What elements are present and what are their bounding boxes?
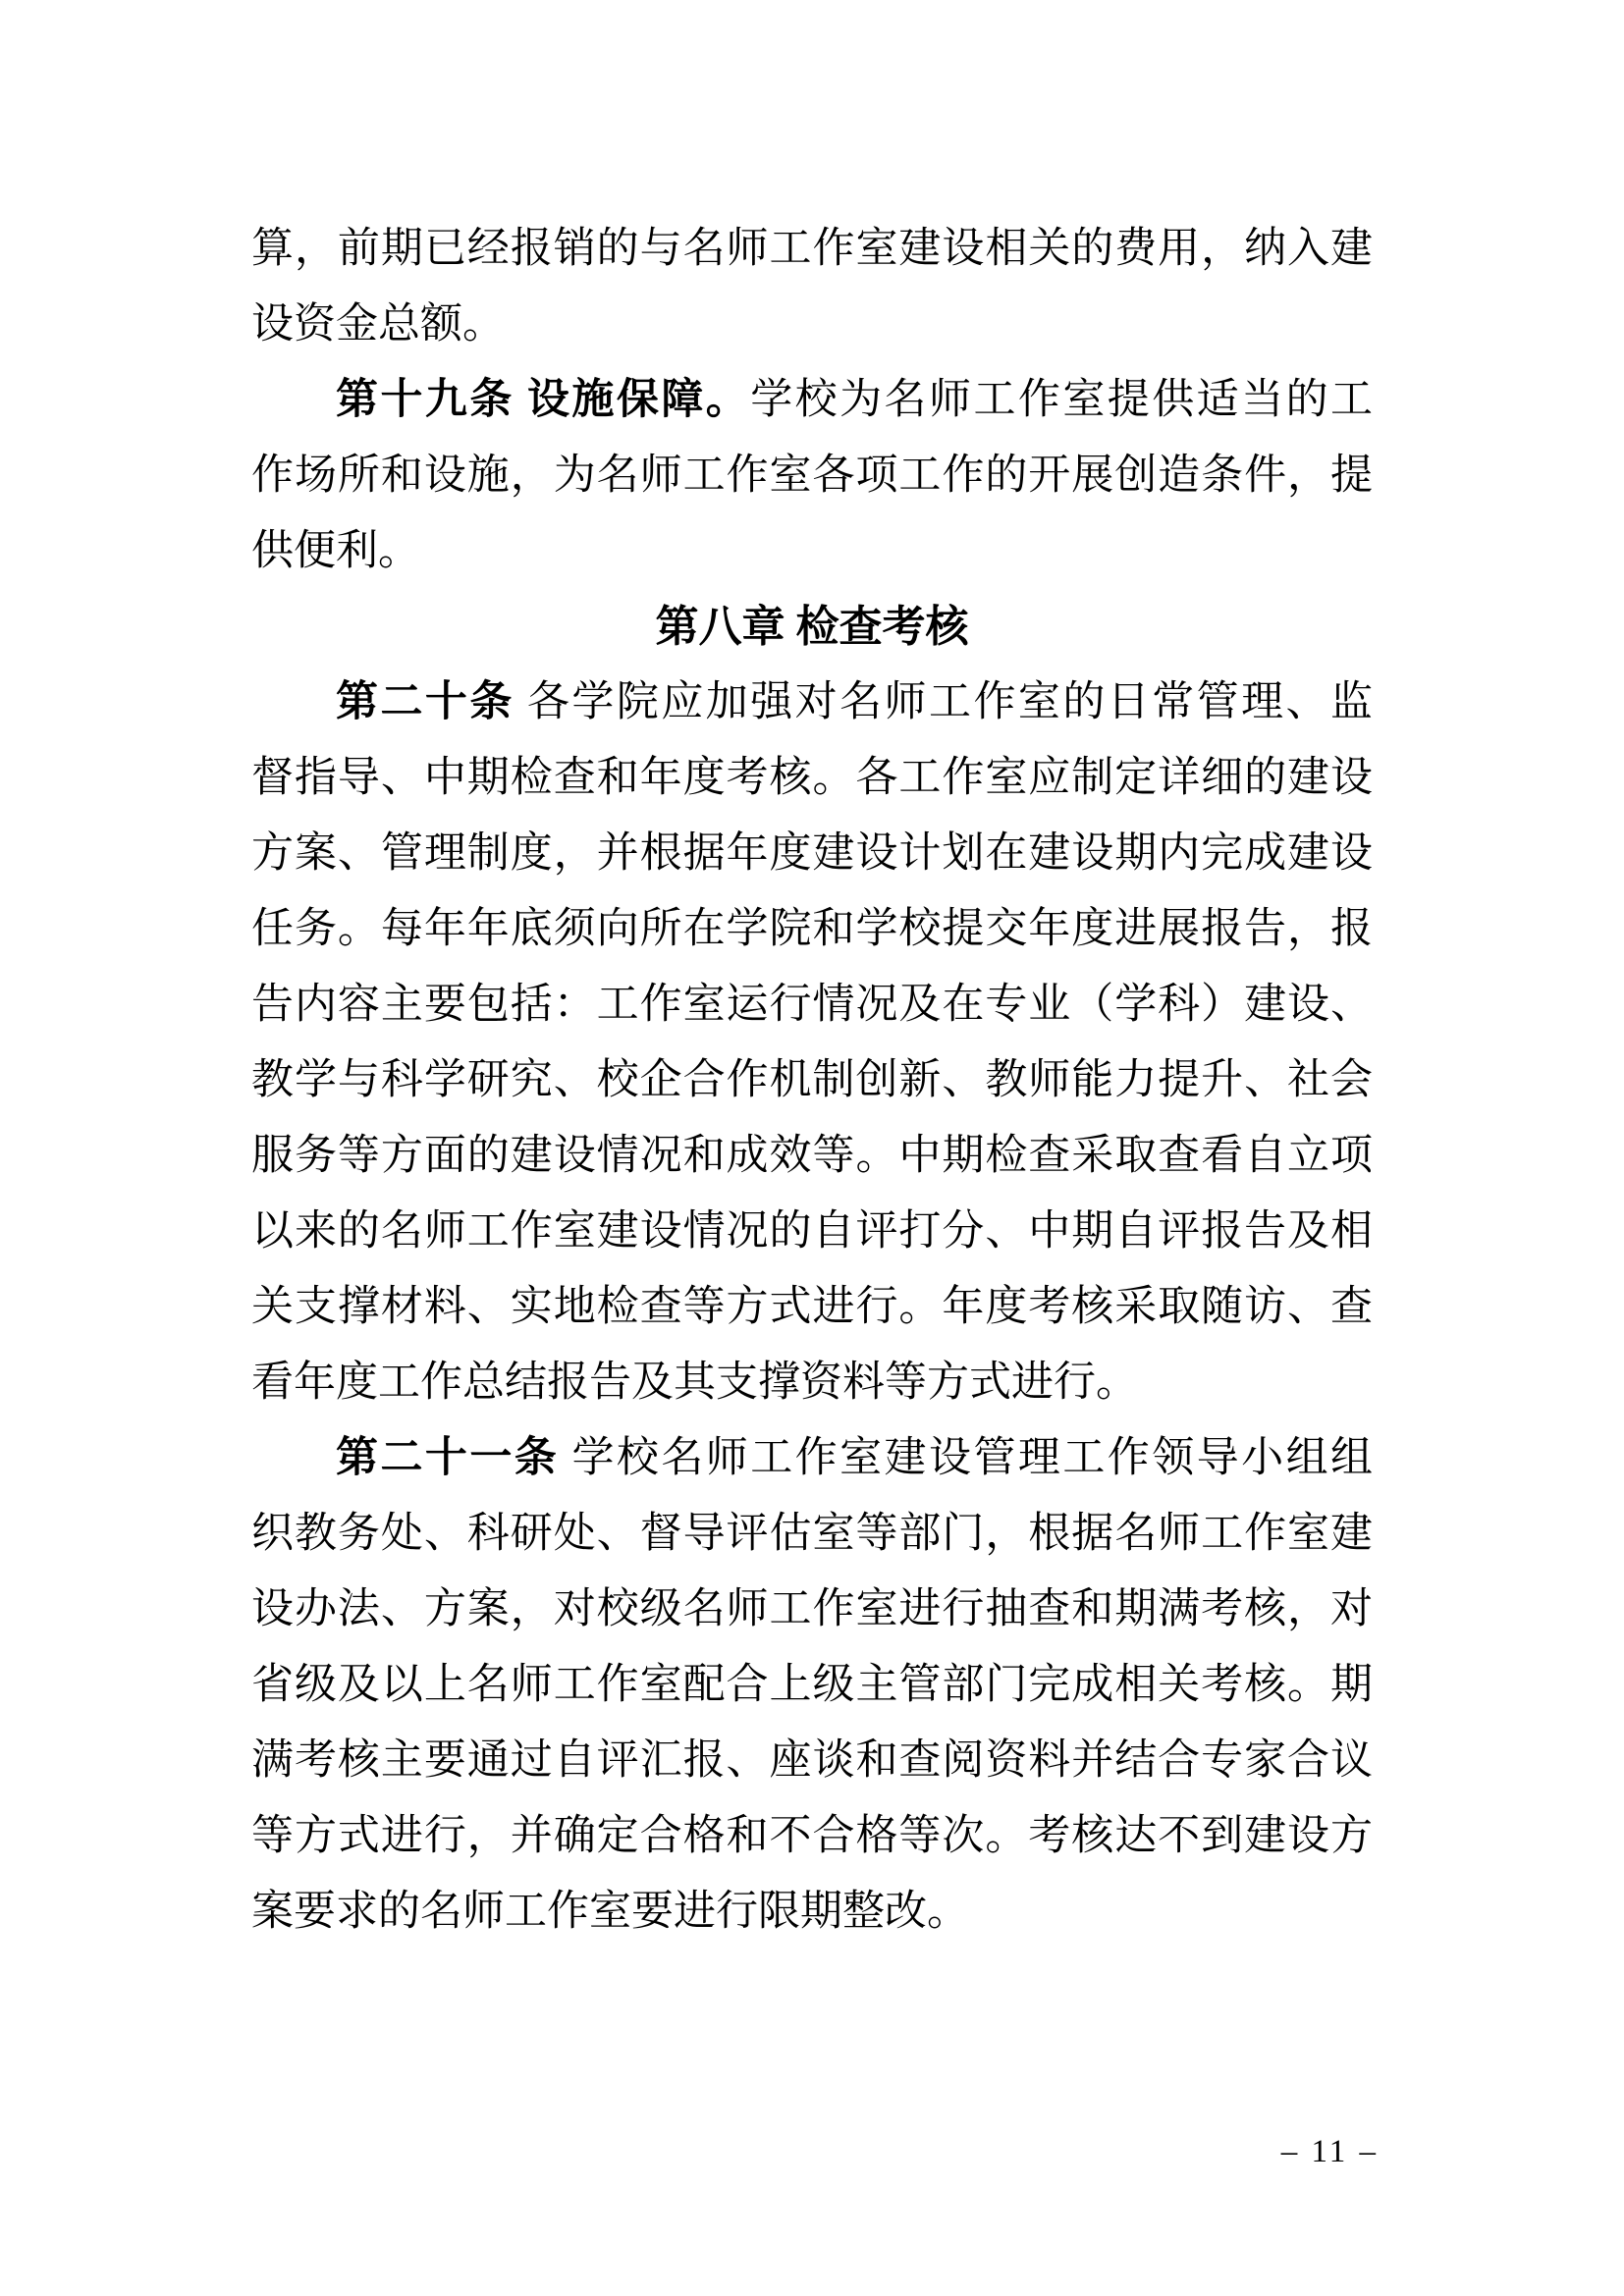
body-text: 教学与科学研究、校企合作机制创新、教师能力提升、社会: [251, 1057, 1373, 1103]
body-text: 等方式进行，并确定合格和不合格等次。考核达不到建设方: [251, 1813, 1373, 1859]
body-text: 方案、管理制度，并根据年度建设计划在建设期内完成建设: [251, 830, 1373, 877]
text-line: [251, 362, 1373, 438]
text-line: [251, 1496, 1373, 1572]
text-line: [251, 1042, 1373, 1118]
page-number: – 11 –: [1280, 2134, 1379, 2169]
text-line: [251, 1420, 1373, 1496]
body-text: 设资金总额。: [251, 301, 505, 347]
text-line: [251, 1269, 1373, 1345]
text-line: [251, 513, 1373, 589]
body-text: 学校名师工作室建设管理工作领导小组组: [571, 1435, 1373, 1481]
text-line: [251, 665, 1373, 740]
text-line: [251, 1647, 1373, 1723]
body-text: 关支撑材料、实地检查等方式进行。年度考核采取随访、查: [251, 1284, 1373, 1330]
body-text: 学校为名师工作室提供适当的工: [750, 377, 1373, 423]
text-line: [251, 211, 1373, 287]
chapter-heading-text: 第八章 检查考核: [655, 603, 969, 651]
text-line: [251, 1345, 1373, 1420]
body-text: 省级及以上名师工作室配合上级主管部门完成相关考核。期: [251, 1662, 1373, 1708]
body-text: 供便利。: [251, 528, 420, 574]
body-text: 算，前期已经报销的与名师工作室建设相关的费用，纳入建: [251, 226, 1373, 272]
article-21-label: 第二十一条: [336, 1435, 572, 1481]
body-text: 各学院应加强对名师工作室的日常管理、监: [526, 679, 1373, 725]
text-line: [251, 967, 1373, 1042]
text-line: [251, 1723, 1373, 1798]
text-line: [251, 1798, 1373, 1874]
body-text: 以来的名师工作室建设情况的自评打分、中期自评报告及相: [251, 1208, 1373, 1255]
article-19-label: 第十九条 设施保障。: [336, 377, 751, 423]
body-text: 任务。每年年底须向所在学院和学校提交年度进展报告，报: [251, 906, 1373, 952]
chapter-heading: [251, 589, 1373, 665]
body-text: 设办法、方案，对校级名师工作室进行抽查和期满考核，对: [251, 1586, 1373, 1632]
text-line: [251, 816, 1373, 891]
body-text: 案要求的名师工作室要进行限期整改。: [251, 1889, 969, 1935]
article-20-label: 第二十条: [336, 679, 527, 725]
body-text: 服务等方面的建设情况和成效等。中期检查采取查看自立项: [251, 1133, 1373, 1179]
text-line: [251, 891, 1373, 967]
text-line: [251, 438, 1373, 513]
body-text: 告内容主要包括：工作室运行情况及在专业（学科）建设、: [251, 982, 1373, 1028]
text-line: [251, 1572, 1373, 1647]
text-line: [251, 1874, 1373, 1949]
body-text: 满考核主要通过自评汇报、座谈和查阅资料并结合专家合议: [251, 1737, 1373, 1784]
body-text: 作场所和设施，为名师工作室各项工作的开展创造条件，提: [251, 453, 1373, 499]
document-body: [251, 211, 1373, 1949]
body-text: 织教务处、科研处、督导评估室等部门，根据名师工作室建: [251, 1511, 1373, 1557]
text-line: [251, 1194, 1373, 1269]
body-text: 看年度工作总结报告及其支撑资料等方式进行。: [251, 1360, 1138, 1406]
body-text: 督指导、中期检查和年度考核。各工作室应制定详细的建设: [251, 755, 1373, 801]
text-line: [251, 1118, 1373, 1194]
text-line: [251, 287, 1373, 362]
text-line: [251, 740, 1373, 816]
